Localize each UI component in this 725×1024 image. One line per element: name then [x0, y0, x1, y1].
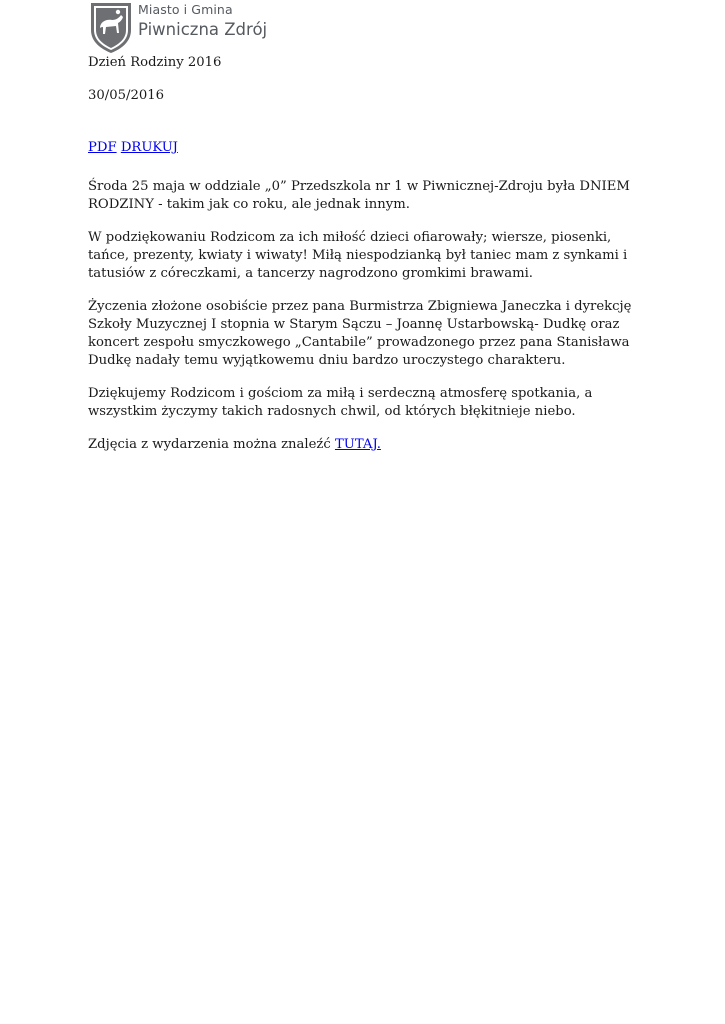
- article: [88, 52, 648, 469]
- coat-of-arms-icon: [88, 0, 134, 54]
- pdf-link[interactable]: PDF: [88, 140, 117, 155]
- logo-line-2: Piwniczna Zdrój: [138, 19, 268, 39]
- article-date: 30/05/2016: [88, 88, 165, 103]
- paragraph-1: Środa 25 maja w oddziale „0” Przedszkola nr 1 w Piwnicznej-Zdroju była DNIEM RODZINY - takim jak co roku, ale jednak innym.: [88, 179, 630, 212]
- site-header: [88, 0, 267, 54]
- article-actions: [88, 139, 648, 157]
- logo-line-1: Miasto i Gmina: [138, 2, 233, 17]
- photos-paragraph: [88, 436, 648, 454]
- photos-text: Zdjęcia z wydarzenia można znaleźć: [88, 437, 335, 452]
- photos-link[interactable]: TUTAJ.: [334, 437, 381, 452]
- paragraph-3: Życzenia złożone osobiście przez pana Burmistrza Zbigniewa Janeczka i dyrekcję Szkoły Muzycznej I stopnia w Starym Sączu – Joannę Ustarbowską- Dudkę oraz koncert zespołu smyczkowego „Cantabile” prowadzonego przez pana Stanisława Dudkę nadały temu wyjątkowemu dniu bardzo uroczystego charakteru.: [88, 299, 632, 368]
- article-body: [88, 178, 648, 454]
- article-title: Dzień Rodziny 2016: [88, 55, 222, 70]
- paragraph-2: W podziękowaniu Rodzicom za ich miłość dzieci ofiarowały; wiersze, piosenki, tańce, prezenty, kwiaty i wiwaty! Miłą niespodzianką był taniec mam z synkami i tatusiów z córeczkami, a tancerzy nagrodzono gromkimi brawami.: [88, 230, 628, 281]
- print-link[interactable]: DRUKUJ: [120, 140, 178, 155]
- paragraph-4: Dziękujemy Rodzicom i gościom za miłą i serdeczną atmosferę spotkania, a wszystkim życzymy takich radosnych chwil, od których błękitnieje niebo.: [88, 386, 593, 419]
- site-logo[interactable]: [138, 0, 267, 38]
